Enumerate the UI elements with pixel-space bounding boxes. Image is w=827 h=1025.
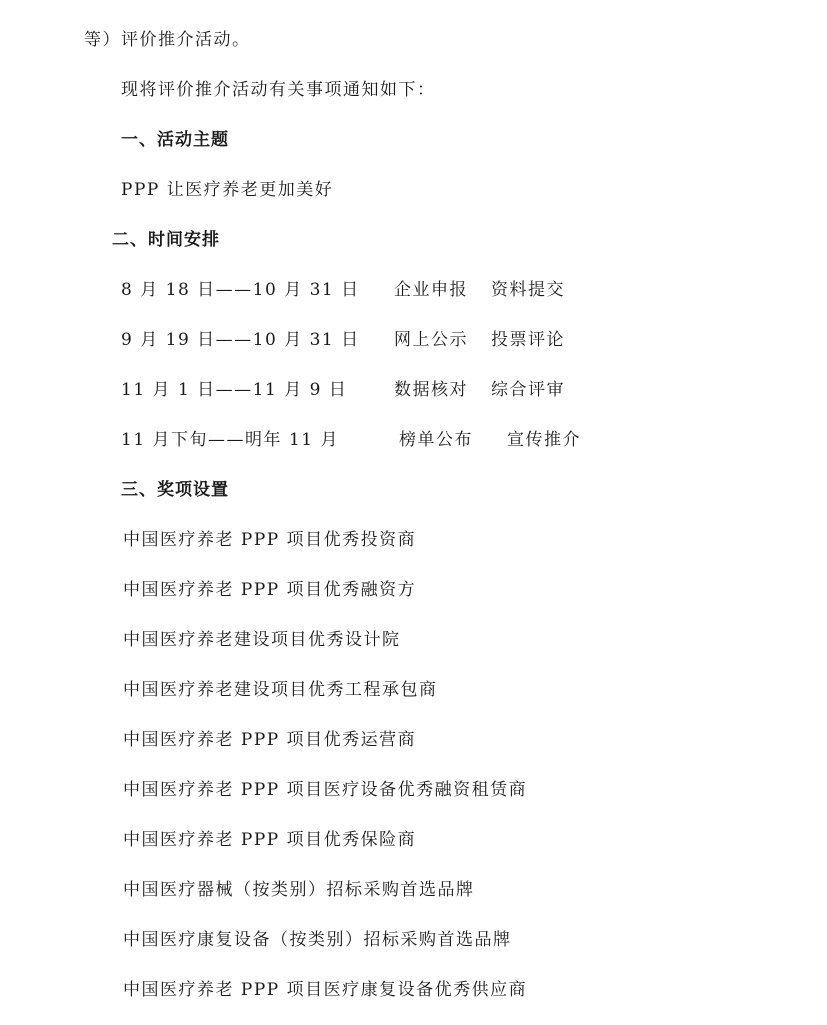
activity-theme: PPP 让医疗养老更加美好	[121, 180, 334, 200]
schedule-row	[0, 429, 827, 451]
schedule-detail: 宣传推介	[507, 430, 581, 450]
schedule-date: 9 月 19 日——10 月 31 日	[121, 330, 360, 350]
schedule-task: 网上公示	[394, 330, 468, 350]
schedule-task: 数据核对	[394, 380, 468, 400]
award-item: 中国医疗养老 PPP 项目优秀投资商	[123, 530, 417, 550]
award-item: 中国医疗养老建设项目优秀设计院	[123, 630, 401, 650]
schedule-row	[0, 279, 827, 301]
intro-continuation: 等）评价推介活动。	[84, 30, 251, 50]
schedule-task: 榜单公布	[399, 430, 473, 450]
schedule-date: 11 月下旬——明年 11 月	[121, 430, 339, 450]
schedule-row	[0, 379, 827, 401]
intro-notice: 现将评价推介活动有关事项通知如下：	[121, 80, 436, 100]
schedule-date: 11 月 1 日——11 月 9 日	[121, 380, 348, 400]
section1-heading: 一、活动主题	[121, 130, 229, 150]
schedule-detail: 综合评审	[491, 380, 565, 400]
schedule-task: 企业申报	[394, 280, 468, 300]
award-item: 中国医疗养老 PPP 项目医疗康复设备优秀供应商	[123, 980, 528, 1000]
schedule-row	[0, 329, 827, 351]
award-item: 中国医疗养老 PPP 项目优秀运营商	[123, 730, 417, 750]
section2-heading: 二、时间安排	[112, 230, 220, 250]
award-item: 中国医疗养老建设项目优秀工程承包商	[123, 680, 438, 700]
section3-heading: 三、奖项设置	[121, 480, 229, 500]
schedule-detail: 资料提交	[491, 280, 565, 300]
award-item: 中国医疗养老 PPP 项目医疗设备优秀融资租赁商	[123, 780, 528, 800]
award-item: 中国医疗养老 PPP 项目优秀保险商	[123, 830, 417, 850]
award-item: 中国医疗康复设备（按类别）招标采购首选品牌	[123, 930, 512, 950]
award-item: 中国医疗器械（按类别）招标采购首选品牌	[123, 880, 475, 900]
schedule-detail: 投票评论	[491, 330, 565, 350]
schedule-date: 8 月 18 日——10 月 31 日	[121, 280, 360, 300]
award-item: 中国医疗养老 PPP 项目优秀融资方	[123, 580, 417, 600]
